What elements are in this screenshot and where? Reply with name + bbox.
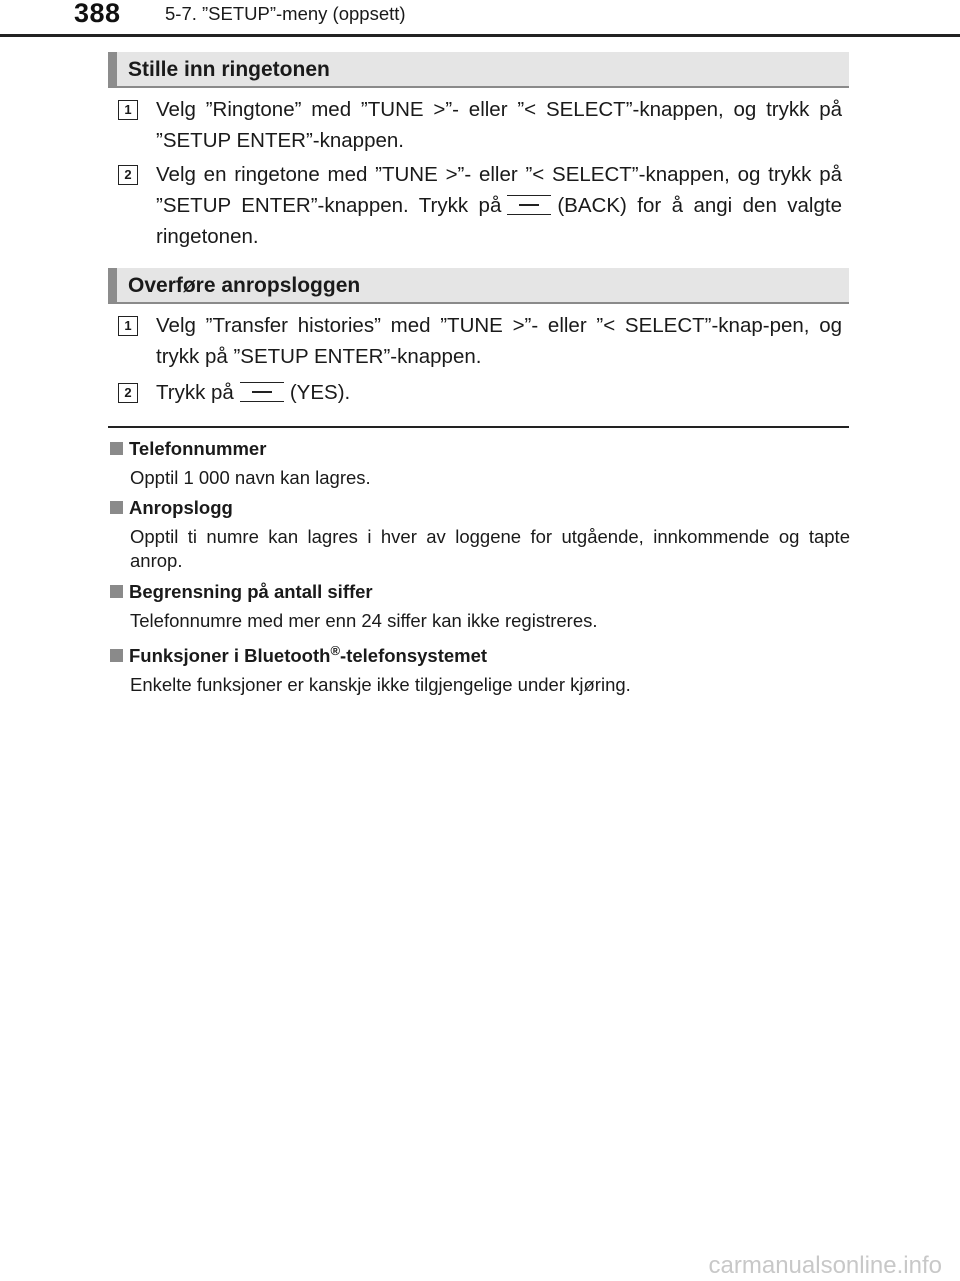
step-text: Velg ”Transfer histories” med ”TUNE >”- eller ”< SELECT”-knap-pen, og trykk på ”SETUP ENTER”-knappen. xyxy=(156,314,842,368)
note-heading xyxy=(110,640,850,667)
note-body: Telefonnumre med mer enn 24 siffer kan ikke registreres. xyxy=(130,610,598,631)
note xyxy=(110,497,850,573)
section-divider xyxy=(108,426,849,428)
header-rule xyxy=(0,34,960,37)
button-icon xyxy=(240,382,284,402)
registered-mark: ® xyxy=(330,643,341,658)
note xyxy=(110,438,850,490)
step-text-part: (BACK) for å angi den valgte ringetonen. xyxy=(156,194,842,248)
section-title: Overføre anropsloggen xyxy=(128,274,361,297)
step-number: 2 xyxy=(118,383,138,403)
chapter-title: 5-7. ”SETUP”-meny (oppsett) xyxy=(165,3,406,24)
note-body: Opptil ti numre kan lagres i hver av loggene for utgående, innkommende og tapte anrop. xyxy=(130,526,850,571)
step-number: 1 xyxy=(118,100,138,120)
note-title: Anropslogg xyxy=(129,497,233,518)
note-heading xyxy=(110,581,850,603)
note xyxy=(110,581,850,633)
note-title: Begrensning på antall siffer xyxy=(129,581,373,602)
step-number: 2 xyxy=(118,165,138,185)
note-title: Funksjoner i Bluetooth xyxy=(129,645,331,667)
square-bullet-icon xyxy=(110,585,123,598)
section-heading-bar xyxy=(108,268,117,302)
note xyxy=(110,640,850,697)
note-heading xyxy=(110,438,850,460)
button-icon xyxy=(507,195,551,215)
note-title-suffix: -telefonsystemet xyxy=(340,645,488,667)
section-title: Stille inn ringetonen xyxy=(128,58,330,81)
step-text xyxy=(156,159,842,252)
step-text-part: Velg en ringetone med ”TUNE >”- eller ”< SELECT”-knappen, og trykk på ”SETUP ENTER”-knappen. Trykk på xyxy=(156,163,842,217)
section-heading xyxy=(108,52,849,88)
note-title: Telefonnummer xyxy=(129,438,267,459)
step-text: Velg ”Ringtone” med ”TUNE >”- eller ”< SELECT”-knappen, og trykk på ”SETUP ENTER”-knappen. xyxy=(156,98,842,152)
step-number: 1 xyxy=(118,316,138,336)
section-heading-bar xyxy=(108,52,117,86)
step-text-part: (YES). xyxy=(289,381,351,404)
square-bullet-icon xyxy=(110,501,123,514)
watermark: carmanualsonline.info xyxy=(708,1252,942,1279)
page-number: 388 xyxy=(74,0,121,28)
square-bullet-icon xyxy=(110,649,123,662)
note-heading xyxy=(110,497,850,519)
section-heading xyxy=(108,268,849,304)
square-bullet-icon xyxy=(110,442,123,455)
note-body: Opptil 1 000 navn kan lagres. xyxy=(130,467,371,488)
note-body: Enkelte funksjoner er kanskje ikke tilgjengelige under kjøring. xyxy=(130,674,631,696)
step-text xyxy=(156,377,842,408)
step-text-part: Trykk på xyxy=(156,381,234,404)
